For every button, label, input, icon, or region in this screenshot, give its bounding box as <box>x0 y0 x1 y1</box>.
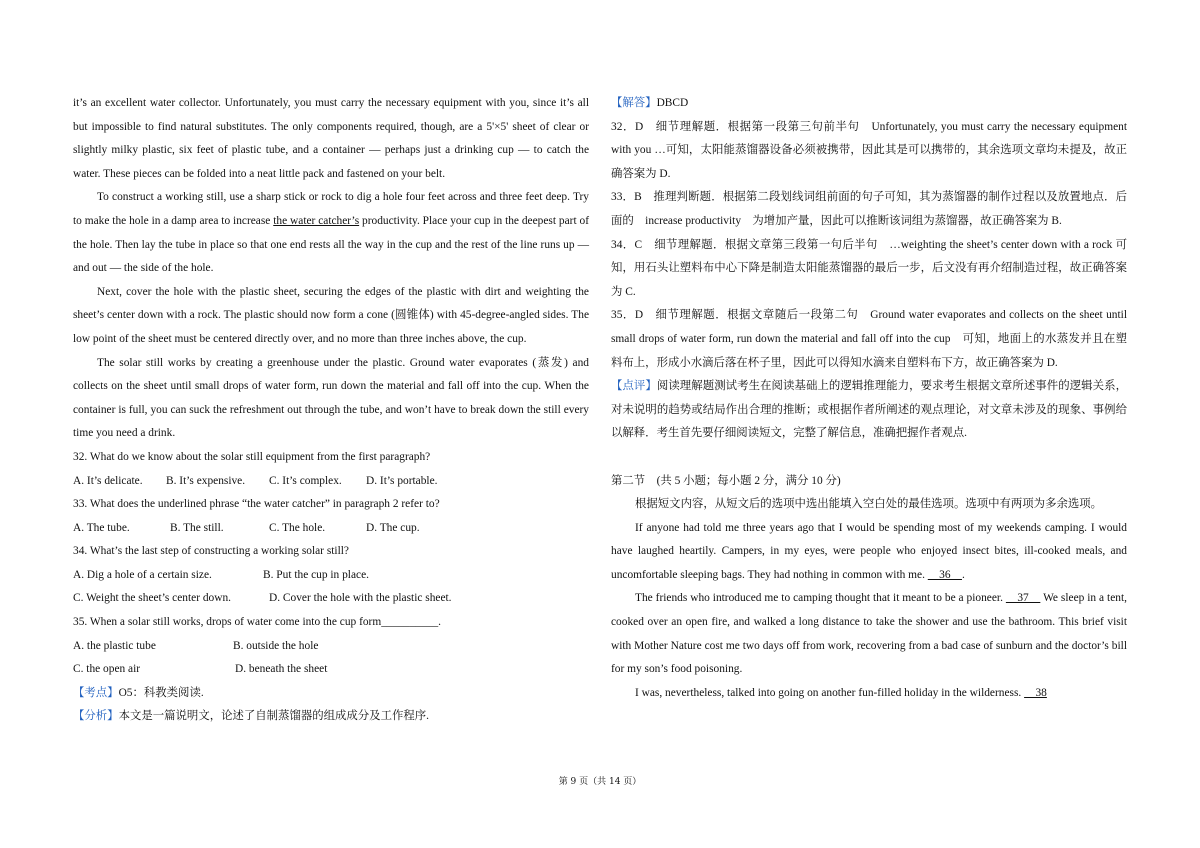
fenxi-tag: 【分析】 <box>73 710 119 723</box>
cloze-paragraph-3 <box>611 682 1127 706</box>
cloze-3-text: I was, nevertheless, talked into going on another fun-filled holiday in the wilderness. <box>635 686 1025 699</box>
kaodian-tag: 【考点】 <box>73 686 119 699</box>
jieda-tag: 【解答】 <box>611 97 657 109</box>
page-footer: 第 9 页（共 14 页） <box>558 777 642 787</box>
option-b: B. Put the cup in place. <box>263 568 369 581</box>
passage-paragraph-4: The solar still works by creating a greenhouse under the plastic. Ground water evaporates (蒸发) and collects on the sheet until small drops of water form, run down the material and fall off into the cup. When the container is full, you can suck the refreshment out through the tube, and won’t have to break down the still every time you need a drink. <box>73 356 589 440</box>
passage-paragraph-1: it’s an excellent water collector. Unfortunately, you must carry the necessary equipment with you, since it’s all but impossible to find natural substitutes. The only components required, though, are a 5'×5' sheet of clear or slightly milky plastic, six feet of plastic tube, and a container — perhaps just a drinking cup — to catch the water. These pieces can be folded into a neat little pack and fastened on your belt. <box>73 97 589 180</box>
jieda-text: DBCD <box>656 97 689 109</box>
kaodian-note <box>73 682 589 706</box>
section-instructions: 根据短文内容，从短文后的选项中选出能填入空白处的最佳选项。选项中有两项为多余选项。 <box>635 498 1103 511</box>
dianping-tag: 【点评】 <box>611 380 657 393</box>
underlined-phrase: the water catcher’s <box>273 214 360 227</box>
option-d: D. It’s portable. <box>366 474 438 487</box>
dianping-text: 阅读理解题测试考生在阅读基础上的逻辑推理能力，要求考生根据文章所述事件的逻辑关系，对未说明的趋势或结局作出合理的推断；或根据作者所阐述的观点理论，对文章未涉及的现象、事例给以解释．考生首先要仔细阅读短文，完整了解信息，准确把握作者观点. <box>611 380 1127 440</box>
answer-33: 33．B 推理判断题．根据第二段划线词组前面的句子可知，其为蒸馏器的制作过程以及放置地点．后面的 increase productivity 为增加产量，因此可以推断该词组为蒸馏器，故正确答案为 B. <box>611 191 1127 227</box>
question-33: 33. What does the underlined phrase “the water catcher” in paragraph 2 refer to? <box>73 498 440 511</box>
option-a: A. It’s delicate. <box>73 474 143 487</box>
option-a: A. The tube. <box>73 521 130 534</box>
cloze-paragraph-1 <box>611 517 1127 588</box>
question-34-options-row-2 <box>73 587 589 611</box>
paragraph-2-end: productivity. Place your cup in the deepest part of the hole. Then lay the tube in place so that one end rests all the way in the cup and the rest of the line runs up — and out — the side of the hole. <box>73 214 589 275</box>
option-d: D. Cover the hole with the plastic sheet. <box>269 592 452 605</box>
fenxi-note <box>73 705 589 729</box>
right-column <box>611 92 1127 705</box>
option-c: C. The hole. <box>269 521 326 534</box>
option-c: C. It’s complex. <box>269 474 342 487</box>
option-b: B. The still. <box>170 521 224 534</box>
cloze-1-end: . <box>961 568 965 581</box>
option-a: A. Dig a hole of a certain size. <box>73 568 212 581</box>
question-32-options <box>73 470 589 494</box>
blank-38: 38 <box>1024 686 1047 699</box>
fenxi-text: 本文是一篇说明文，论述了自制蒸馏器的组成成分及工作程序. <box>118 710 429 723</box>
question-33-options <box>73 517 589 541</box>
question-34: 34. What’s the last step of constructing a working solar still? <box>73 545 349 558</box>
spacer <box>611 446 1127 470</box>
cloze-2-end: We sleep in a tent, cooked over an open fire, and walked a long distance to take the shower and use the bathroom. This brief visit with Mother Nature cost me two days off from work, recovering from a bad case of sunburn and the doctor’s bill for my son’s food poisoning. <box>611 592 1127 676</box>
option-a: A. the plastic tube <box>73 639 156 652</box>
kaodian-text: O5：科教类阅读. <box>118 686 204 699</box>
section-title: 第二节 (共 5 小题；每小题 2 分，满分 10 分) <box>611 474 841 487</box>
question-35-options-row-1 <box>73 635 589 659</box>
passage-paragraph-3: Next, cover the hole with the plastic sheet, securing the edges of the plastic with dirt and weighting the sheet’s center down with a rock. The plastic should now form a cone (圆锥体) with 45-degree-angled sides. The low point of the sheet must be centered directly over, and no more than three inches above, the cup. <box>73 285 589 345</box>
answer-35: 35．D 细节理解题．根据文章随后一段第二句 Ground water evaporates and collects on the sheet until small drops of water form, run down the material and fall off into the cup 可知，地面上的水蒸发并且在塑料布上，形成小水滴后落在杯子里，因此可以得知水滴来自塑料布下方，故正确答案为 D. <box>611 309 1127 369</box>
option-d: D. The cup. <box>366 521 420 534</box>
passage-paragraph-2 <box>73 186 589 280</box>
question-35: 35. When a solar still works, drops of water come into the cup form__________. <box>73 616 442 629</box>
answer-34: 34．C 细节理解题．根据文章第三段第一句后半句 …weighting the sheet’s center down with a rock 可知，用石头让塑料布中心下降是制造太阳能蒸馏器的最后一步，后文没有再介绍制造过程，故正确答案为 C. <box>611 238 1127 298</box>
question-32: 32. What do we know about the solar still equipment from the first paragraph? <box>73 450 431 463</box>
answer-32: 32．D 细节理解题．根据第一段第三句前半句 Unfortunately, you must carry the necessary equipment with you …可知，太阳能蒸馏器设备必须被携带，因此其是可以携带的，其余选项文章均未提及，故正确答案为 D. <box>611 120 1127 180</box>
option-b: B. outside the hole <box>233 639 319 652</box>
option-c: C. the open air <box>73 663 141 676</box>
option-b: B. It’s expensive. <box>166 474 246 487</box>
left-column <box>73 92 589 729</box>
option-d: D. beneath the sheet <box>235 663 328 676</box>
option-c: C. Weight the sheet’s center down. <box>73 592 231 605</box>
paragraph-2-start: To construct a working still, use a sharp stick or rock to dig a hole four feet across and three feet deep. Try to make the hole in a damp area to increase <box>73 191 589 227</box>
question-34-options-row-1 <box>73 564 589 588</box>
blank-37: 37 <box>1005 592 1041 605</box>
blank-36: 36 <box>927 568 962 581</box>
jieda-note <box>611 92 1127 116</box>
cloze-paragraph-2 <box>611 587 1127 681</box>
cloze-1-text: If anyone had told me three years ago that I would be spending most of my weekends camping. I would have laughed heartily. Campers, in my eyes, were people who enjoyed insect bites, ill-cooked meals, and uncomfortable sleeping bags. They had nothing in common with me. <box>611 521 1127 581</box>
cloze-2-text: The friends who introduced me to camping thought that it meant to be a pioneer. <box>635 592 1006 605</box>
dianping-note <box>611 375 1127 446</box>
question-35-options-row-2 <box>73 658 589 682</box>
